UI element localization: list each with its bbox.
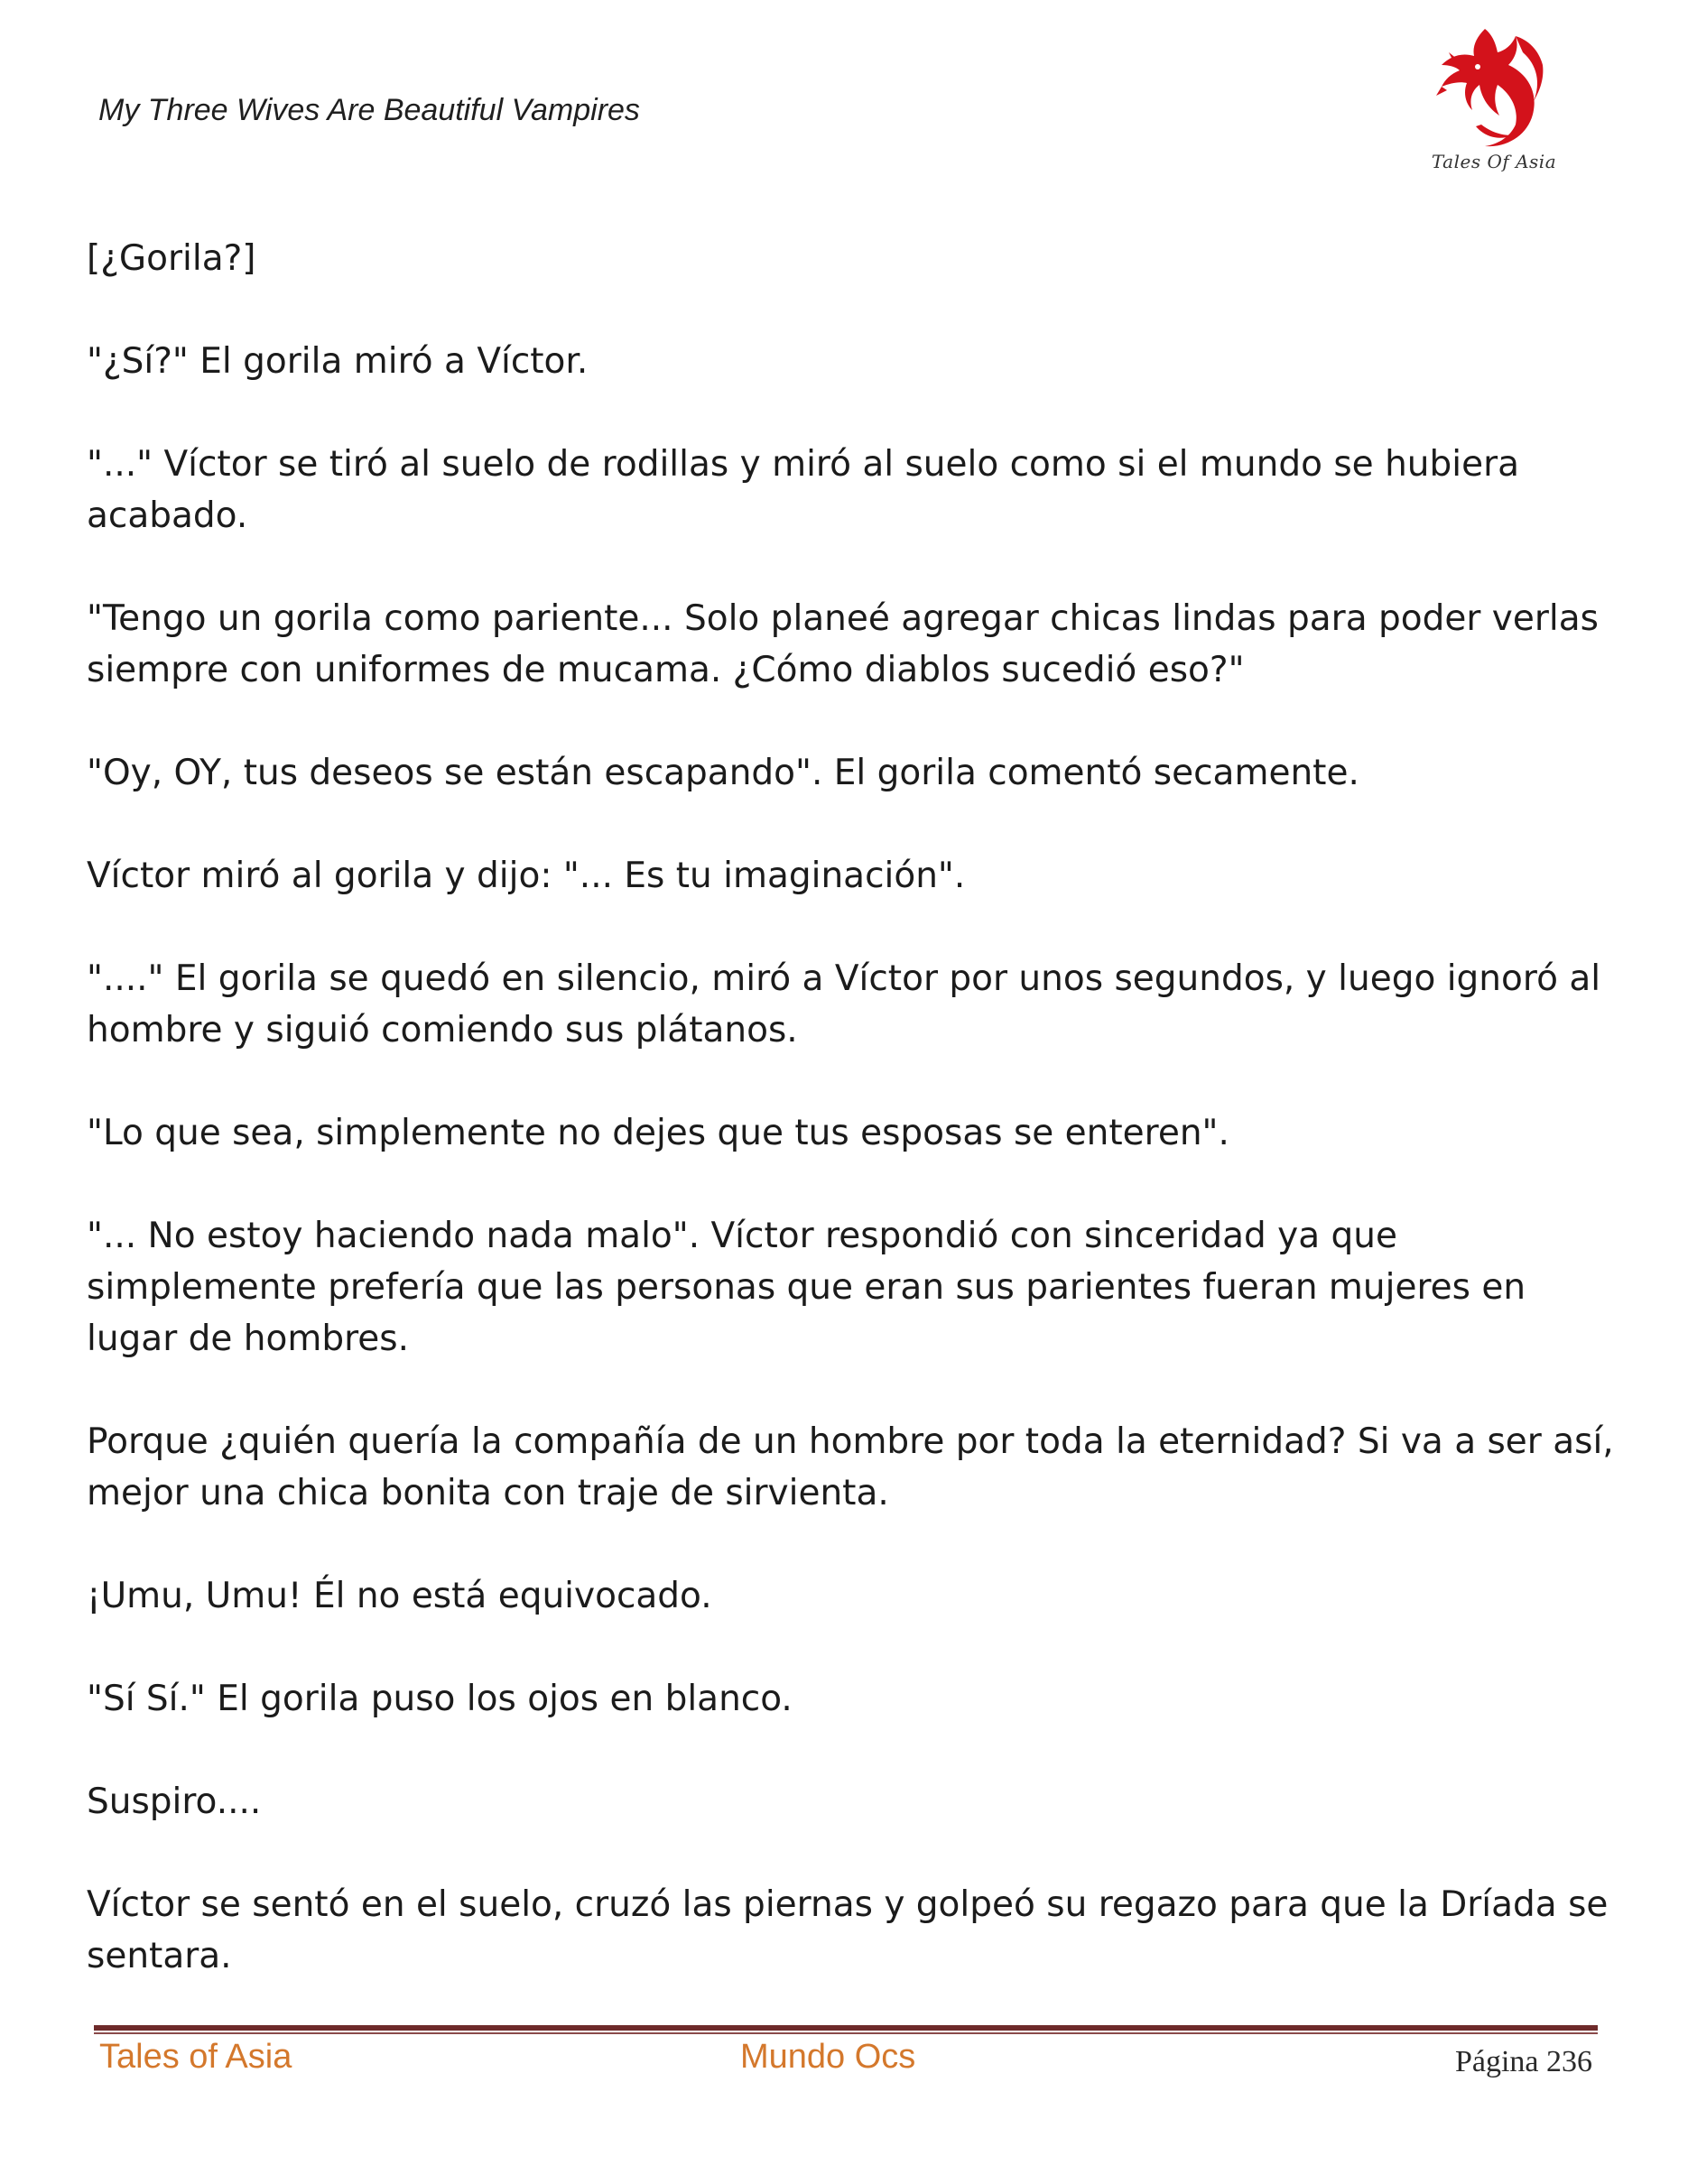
footer-rule (94, 2025, 1598, 2031)
paragraph: "Oy, OY, tus deseos se están escapando". El gorila comentó secamente. (87, 753, 1359, 793)
red-dragon-icon (1422, 20, 1566, 155)
page-number: Página 236 (1454, 2045, 1592, 2078)
paragraph: "...." El gorila se quedó en silencio, miró a Víctor por unos segundos, y luego ignoró al hombre y siguió comiendo sus plátanos. (87, 958, 1601, 1050)
paragraph: Víctor se sentó en el suelo, cruzó las piernas y golpeó su regazo para que la Dríada se sentara. (87, 1884, 1609, 1976)
chapter-text (87, 233, 1621, 2038)
paragraph: Víctor miró al gorila y dijo: "... Es tu imaginación". (87, 856, 966, 896)
footer-publisher: Tales of Asia (99, 2038, 292, 2076)
paragraph: Suspiro.... (87, 1781, 262, 1822)
paragraph: "Lo que sea, simplemente no dejes que tus esposas se enteren". (87, 1113, 1229, 1153)
paragraph: ¡Umu, Umu! Él no está equivocado. (87, 1576, 712, 1616)
paragraph: "Sí Sí." El gorila puso los ojos en blanco. (87, 1679, 793, 1719)
footer-rule-thin (94, 2032, 1598, 2034)
paragraph: "Tengo un gorila como pariente... Solo planeé agregar chicas lindas para poder verlas siempre con uniformes de mucama. ¿Cómo diablos sucedió eso?" (87, 598, 1599, 690)
paragraph: "..." Víctor se tiró al suelo de rodillas y miró al suelo como si el mundo se hubiera acabado. (87, 444, 1520, 536)
paragraph: "... No estoy haciendo nada malo". Víctor respondió con sinceridad ya que simplemente prefería que las personas que eran sus parientes fueran mujeres en lugar de hombres. (87, 1216, 1526, 1359)
paragraph: "¿Sí?" El gorila miró a Víctor. (87, 341, 589, 382)
footer-center-label: Mundo Ocs (740, 2038, 916, 2076)
paragraph: Porque ¿quién quería la compañía de un hombre por toda la eternidad? Si va a ser así, mejor una chica bonita con traje de sirvienta. (87, 1421, 1614, 1513)
book-title: My Three Wives Are Beautiful Vampires (98, 93, 640, 127)
paragraph: [¿Gorila?] (87, 238, 256, 279)
logo-caption: Tales Of Asia (1431, 151, 1557, 172)
publisher-logo (1422, 20, 1566, 182)
